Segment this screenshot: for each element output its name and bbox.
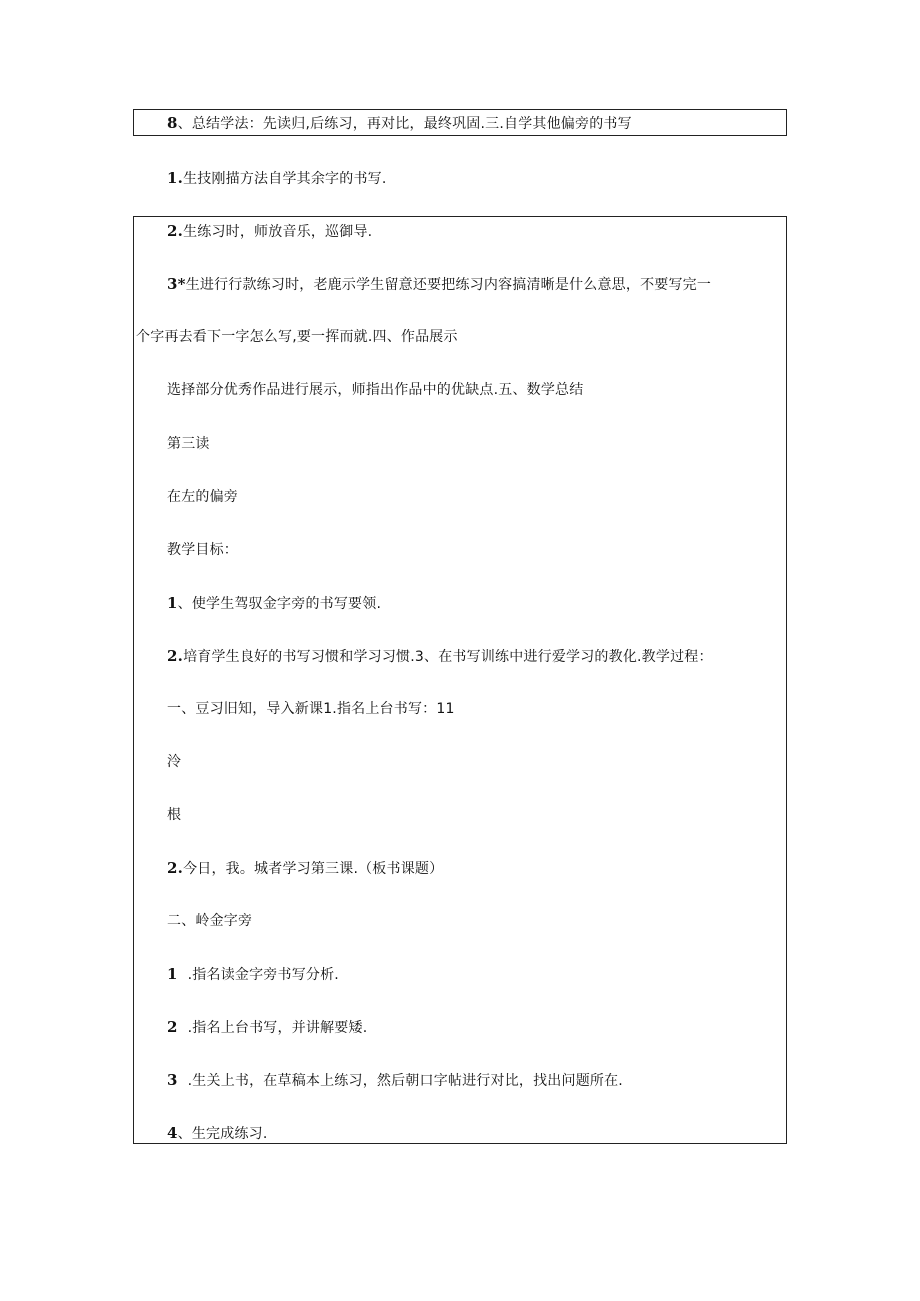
line-number: 2	[167, 1018, 178, 1036]
line-text: 培育学生良好的书写习惯和学习习惯.3、在书写训练中进行爱学习的教化.教学过程：	[183, 649, 713, 665]
text-line	[136, 328, 458, 346]
line-text: 选择部分优秀作品进行展示，师指出作品中的优缺点.五、数学总结	[167, 382, 584, 398]
text-line	[167, 114, 632, 133]
line-number: 2.	[167, 647, 184, 665]
text-line	[167, 169, 387, 188]
text-line	[167, 541, 238, 559]
text-line	[167, 435, 210, 453]
text-line	[167, 1124, 268, 1143]
line-text: 教学目标：	[167, 542, 238, 558]
text-line	[167, 753, 181, 771]
text-line	[167, 381, 583, 399]
text-line	[167, 222, 372, 241]
line-text: 生进行行款练习时，老鹿示学生留意还要把练习内容搞清晰是什么意思，不要写完一	[185, 277, 712, 293]
line-number: 3	[167, 1071, 178, 1089]
text-line	[167, 912, 252, 930]
line-text: 二、岭金字旁	[167, 913, 253, 929]
text-line	[167, 859, 443, 878]
line-number: 1.	[167, 169, 184, 187]
line-number: 1	[167, 594, 178, 612]
line-number: 2.	[167, 859, 184, 877]
line-number: 1	[167, 965, 178, 983]
line-text: 、使学生驾驭金字旁的书写要领.	[177, 596, 382, 612]
line-text: 、总结学法：先读归,后练习，再对比，最终巩固.三.自学其他偏旁的书写	[177, 116, 632, 132]
line-text: 、生完成练习.	[177, 1126, 268, 1142]
text-line	[167, 965, 339, 984]
line-text: 第三读	[167, 436, 210, 452]
text-line	[167, 700, 455, 718]
main-frame	[133, 216, 787, 1144]
line-text: .指名读金字旁书写分析.	[187, 967, 339, 983]
line-text: 根	[167, 807, 182, 823]
line-text: 个字再去看下一字怎么写,要一挥而就.四、作品展示	[136, 329, 458, 345]
line-text: .生关上书，在草稿本上练习，然后朝口字帖进行对比，找出问题所在.	[187, 1073, 623, 1089]
line-text: .指名上台书写，并讲解要矮.	[187, 1020, 368, 1036]
line-number: 8	[167, 114, 178, 132]
line-text: 生练习时，师放音乐，巡御导.	[183, 224, 373, 240]
line-text: 泠	[167, 754, 182, 770]
line-text: 在左的偏旁	[167, 489, 238, 505]
line-text: 生技刚描方法自学其余字的书写.	[183, 171, 387, 187]
text-line	[167, 488, 238, 506]
text-line	[167, 1018, 367, 1037]
text-line	[167, 1071, 623, 1090]
line-number: 4	[167, 1124, 178, 1142]
line-text: 今日，我。城者学习第三课.（板书课题）	[183, 861, 444, 877]
text-line	[167, 647, 713, 666]
text-line	[167, 275, 711, 294]
line-number: 2.	[167, 222, 184, 240]
text-line	[167, 806, 181, 824]
text-line	[167, 594, 381, 613]
line-number: 3*	[167, 275, 186, 293]
line-text: 一、豆习旧知，导入新课1.指名上台书写：11	[167, 701, 455, 717]
